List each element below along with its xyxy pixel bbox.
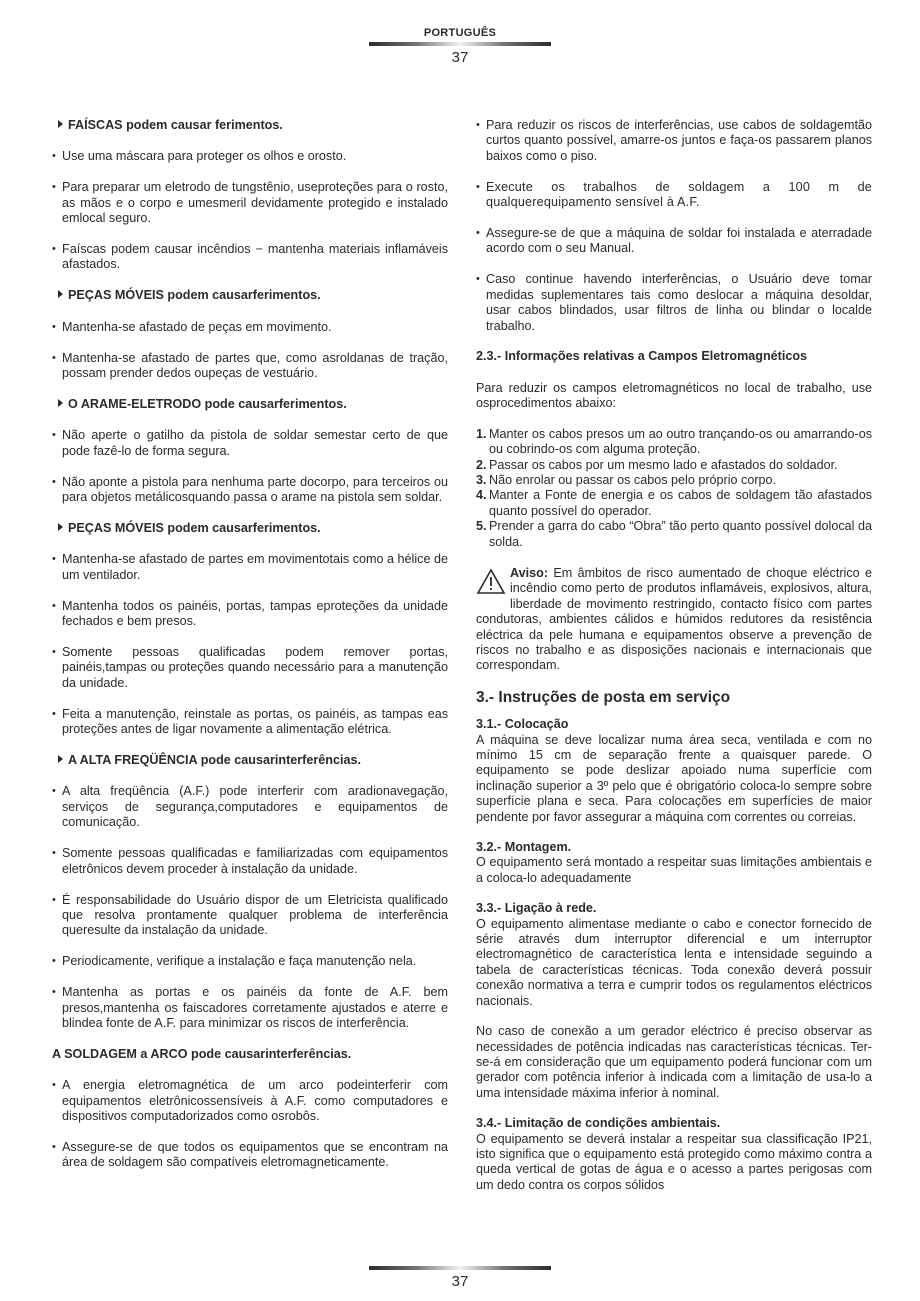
- list-item: • Assegure-se de que todos os equipamentos que se encontram na área de soldagem são compatíveis eletromagneticamente.: [52, 1140, 448, 1171]
- list-item: • A energia eletromagnética de um arco podeinterferir com equipamentos eletrônicossensíveis à A.F. como computadores e dispositivos computadorizados como osrobôs.: [52, 1078, 448, 1124]
- subsection-montagem: [476, 840, 872, 886]
- header-page-number: 37: [451, 49, 469, 66]
- list-item: • Use uma máscara para proteger os olhos e orosto.: [52, 149, 448, 164]
- subsection-title: 3.3.- Ligação à rede.: [476, 901, 597, 916]
- list-item: • Feita a manutenção, reinstale as portas, os painéis, as tampas eas proteções antes de ligar novamente a alimentação elétrica.: [52, 707, 448, 738]
- subsection-ligacao: [476, 901, 872, 1101]
- subsection-limitacao: [476, 1116, 872, 1193]
- list-item: • Mantenha-se afastado de partes em movimentotais como a hélice de um ventilador.: [52, 552, 448, 583]
- header-divider: [369, 42, 551, 46]
- numbered-item: 4. Manter a Fonte de energia e os cabos de soldagem tão afastados quanto possível do operador.: [476, 488, 872, 518]
- subsection-text: O equipamento se deverá instalar a respeitar sua classificação IP21, isto significa que o equipamento está protegido como máximo contra a queda vertical de gotas de água e o acesso a partes perigosas com um dedo contra os corpos sólidos: [476, 1131, 872, 1192]
- arrow-right-icon: [58, 120, 63, 128]
- list-item: • Faíscas podem causar incêndios − mantenha materiais inflamáveis afastados.: [52, 242, 448, 273]
- footer-divider: [369, 1266, 551, 1270]
- subsection-title: 3.1.- Colocação: [476, 717, 569, 732]
- section-heading: A SOLDAGEM a ARCO pode causarinterferências.: [52, 1046, 352, 1061]
- list-item: • Somente pessoas qualificadas e familiarizadas com equipamentos eletrônicos devem proceder à instalação da unidade.: [52, 846, 448, 877]
- list-item: • Assegure-se de que a máquina de soldar foi instalada e aterradade acordo com o seu Manual.: [476, 226, 872, 257]
- subsection-text: No caso de conexão a um gerador eléctrico é preciso observar as necessidades de potência indicadas nas características técnicas. Ter-se-á em consideração que um equipamento poderá funcionar com um gerador com potência inferior à indicada com a limitação de usa-lo a uma intensidade máxima inferior à nominal.: [476, 1024, 872, 1100]
- left-column: [52, 118, 448, 1186]
- section-3-title: 3.- Instruções de posta em serviço: [476, 688, 731, 706]
- subsection-text: O equipamento será montado a respeitar suas limitações ambientais e a coloca-lo adequadamente: [476, 855, 872, 885]
- arrow-right-icon: [58, 290, 63, 298]
- em-section-intro: Para reduzir os campos eletromagnéticos no local de trabalho, use osprocedimentos abaixo:: [476, 380, 872, 411]
- subsection-text: A máquina se deve localizar numa área seca, ventilada e com no mínimo 15 cm de separação frente a quaisquer parede. O equipamento se pode deslizar apoiado numa superfície com inclinação superior a 3º pelo que é obrigatório coloca-lo sempre sobre superfície plana e seca. Para colocações em superfícies de maior pendente por favor assegurar a máquina com correntes ou correias.: [476, 732, 872, 824]
- list-item: • Não aperte o gatilho da pistola de soldar semestar certo de que pode fazê-lo de forma segura.: [52, 428, 448, 459]
- warning-text: Em âmbitos de risco aumentado de choque eléctrico e incêndio como perto de produtos inflamáveis, explosivos, altura, liberdade de movimento restringido, contacto físico com partes condutoras, ambientes cálidos e húmidos redutores da resistência eléctrica da pele humana e equipamentos observe a prevenção de riscos no trabalho e as disposições nacionais e internacionais que correspondam.: [476, 565, 872, 673]
- em-section-heading: 2.3.- Informações relativas a Campos Eletromagnéticos: [476, 349, 808, 364]
- list-item: • Somente pessoas qualificadas podem remover portas, painéis,tampas ou proteções quando necessário para a manutenção da unidade.: [52, 645, 448, 691]
- footer-page-number: 37: [451, 1273, 469, 1290]
- subsection-text: O equipamento alimentase mediante o cabo e conector fornecido de série através dum interruptor diferencial e um interruptor electromagnético de característica lenta e intensidade seguindo a tabela de características técnicas. Toda conexão deverá possuir conexão normativa a terra e cumprir todos os regulamentos eléctricos nacionais.: [476, 916, 872, 1008]
- warning-triangle-icon: [476, 567, 510, 597]
- arrow-right-icon: [58, 399, 63, 407]
- numbered-item: 1. Manter os cabos presos um ao outro trançando-os ou amarrando-os ou cobrindo-os com alguma proteção.: [476, 426, 872, 457]
- numbered-item: 3. Não enrolar ou passar os cabos pelo próprio corpo.: [476, 472, 777, 487]
- numbered-item: 2. Passar os cabos por um mesmo lado e afastados do soldador.: [476, 457, 838, 472]
- list-item: • Para preparar um eletrodo de tungstênio, useproteções para o rosto, as mãos e o corpo e umesmeril devidamente protegido e instalado emlocal seguro.: [52, 180, 448, 226]
- right-column: [476, 118, 872, 1208]
- list-item: • Mantenha-se afastado de peças em movimento.: [52, 320, 448, 335]
- subsection-title: 3.2.- Montagem.: [476, 840, 572, 855]
- list-item: • Mantenha todos os painéis, portas, tampas eproteções da unidade fechados e bem presos.: [52, 599, 448, 630]
- section-heading: PEÇAS MÓVEIS podem causarferimentos.: [52, 521, 448, 536]
- list-item: • Execute os trabalhos de soldagem a 100 m de qualquerequipamento sensível à A.F.: [476, 180, 872, 211]
- section-heading: A ALTA FREQÜÊNCIA pode causarinterferências.: [52, 753, 448, 768]
- list-item: • Mantenha-se afastado de partes que, como asroldanas de tração, possam prender dedos oupeças de vestuário.: [52, 351, 448, 382]
- header-language: PORTUGUÊS: [423, 27, 497, 39]
- list-item: • A alta freqüência (A.F.) pode interferir com aradionavegação, serviços de segurança,computadores e equipamentos de comunicação.: [52, 784, 448, 830]
- warning-label: Aviso:: [510, 565, 549, 580]
- section-heading: FAÍSCAS podem causar ferimentos.: [52, 118, 448, 133]
- arrow-right-icon: [58, 755, 63, 763]
- subsection-colocacao: [476, 717, 872, 825]
- list-item: • Caso continue havendo interferências, o Usuário deve tomar medidas suplementares tais como deslocar a máquina desoldar, usar cabos blindados, usar filtros de linha ou blindar o localde trabalho.: [476, 272, 872, 334]
- arrow-right-icon: [58, 523, 63, 531]
- list-item: • Mantenha as portas e os painéis da fonte de A.F. bem presos,mantenha os faiscadores corretamente ajustados e aterre e blindea fonte de A.F. para minimizar os riscos de interferência.: [52, 985, 448, 1031]
- warning-notice: [476, 566, 872, 674]
- em-procedure-list: [476, 427, 872, 550]
- list-item: • É responsabilidade do Usuário dispor de um Eletricista qualificado que resolva prontamente qualquer problema de interferência queresulte da instalação da unidade.: [52, 893, 448, 939]
- section-heading: O ARAME-ELETRODO pode causarferimentos.: [52, 397, 448, 412]
- list-item: • Não aponte a pistola para nenhuma parte docorpo, para terceiros ou para objetos metálicosquando passa o arame na pistola sem soldar.: [52, 475, 448, 506]
- subsection-title: 3.4.- Limitação de condições ambientais.: [476, 1116, 721, 1131]
- numbered-item: 5. Prender a garra do cabo “Obra” tão perto quanto possível dolocal da solda.: [476, 519, 872, 549]
- list-item: • Periodicamente, verifique a instalação e faça manutenção nela.: [52, 954, 448, 969]
- list-item: • Para reduzir os riscos de interferências, use cabos de soldagemtão curtos quanto possível, amarre-os juntos e faça-os passarem planos baixos como o piso.: [476, 118, 872, 164]
- section-heading: PEÇAS MÓVEIS podem causarferimentos.: [52, 288, 448, 303]
